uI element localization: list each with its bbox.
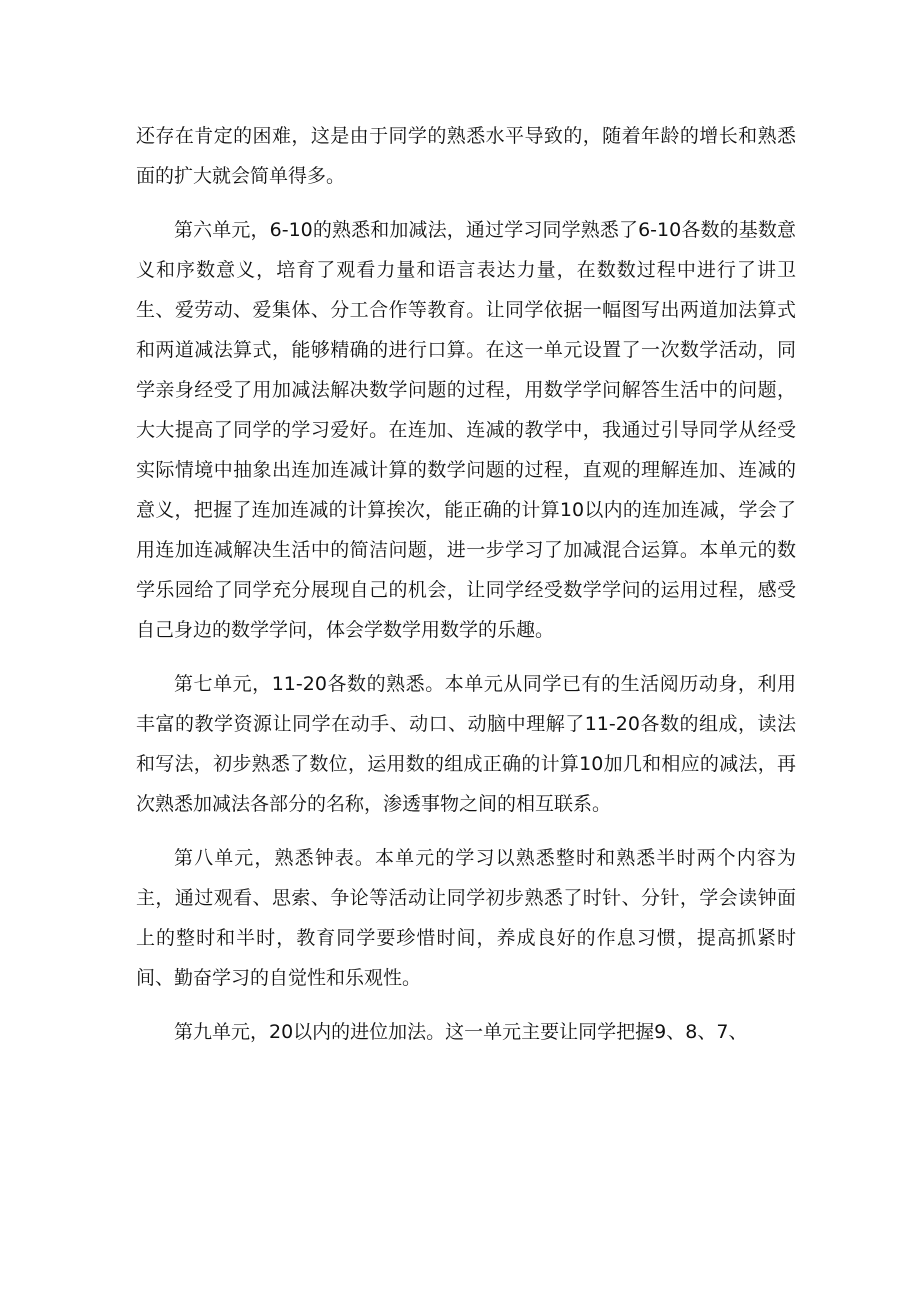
document-body bbox=[136, 116, 796, 1066]
paragraph-unit-nine: 第九单元，20以内的进位加法。这一单元主要让同学把握9、8、7、 bbox=[174, 1021, 748, 1043]
paragraph-unit-eight: 第八单元，熟悉钟表。本单元的学习以熟悉整时和熟悉半时两个内容为主，通过观看、思索、争论等活动让同学初步熟悉了时针、分针，学会读钟面上的整时和半时，教育同学要珍惜时间，养成良好的作息习惯，提高抓紧时间、勤奋学习的自觉性和乐观性。 bbox=[136, 847, 796, 989]
paragraph-continuation: 还存在肯定的困难，这是由于同学的熟悉水平导致的，随着年龄的增长和熟悉面的扩大就会简单得多。 bbox=[136, 125, 796, 187]
paragraph-unit-six: 第六单元，6-10的熟悉和加减法，通过学习同学熟悉了6-10各数的基数意义和序数意义，培育了观看力量和语言表达力量，在数数过程中进行了讲卫生、爱劳动、爱集体、分工合作等教育。让同学依据一幅图写出两道加法算式和两道减法算式，能够精确的进行口算。在这一单元设置了一次数学活动，同学亲身经受了用加减法解决数学问题的过程，用数学学问解答生活中的问题，大大提高了同学的学习爱好。在连加、连减的教学中，我通过引导同学从经受实际情境中抽象出连加连减计算的数学问题的过程，直观的理解连加、连减的意义，把握了连加连减的计算挨次，能正确的计算10以内的连加连减，学会了用连加连减解决生活中的简洁问题，进一步学习了加减混合运算。本单元的数学乐园给了同学充分展现自己的机会，让同学经受数学学问的运用过程，感受自己身边的数学学问，体会学数学用数学的乐趣。 bbox=[136, 219, 796, 641]
paragraph-unit-seven: 第七单元，11-20各数的熟悉。本单元从同学已有的生活阅历动身，利用丰富的教学资源让同学在动手、动口、动脑中理解了11-20各数的组成，读法和写法，初步熟悉了数位，运用数的组成正确的计算10加几和相应的减法，再次熟悉加减法各部分的名称，渗透事物之间的相互联系。 bbox=[136, 673, 796, 815]
